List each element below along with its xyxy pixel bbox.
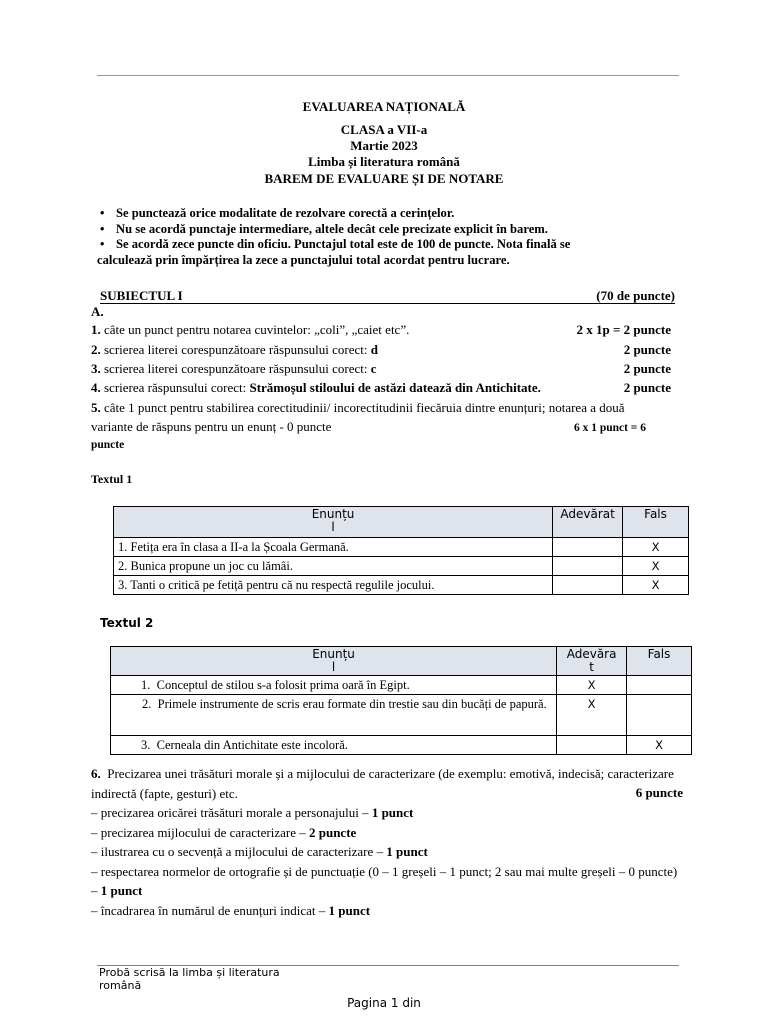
item-2 <box>91 342 681 358</box>
col-statement-header: Enunțu l <box>114 507 553 538</box>
statement-cell: 3. Tanti o critică pe fetiță pentru că nu respectă regulile jocului. <box>114 576 553 595</box>
rule-item: • Se punctează orice modalitate de rezolvare corectă a cerințelor. <box>97 206 687 222</box>
table-row <box>114 538 689 557</box>
statement-cell: 2. Bunica propune un joc cu lămâi. <box>114 557 553 576</box>
item-answer: c <box>370 361 377 376</box>
exam-date: Martie 2023 <box>350 138 418 153</box>
false-cell: X <box>623 557 689 576</box>
subject-title: SUBIECTUL I <box>100 288 183 303</box>
row-number: 3. <box>141 738 151 752</box>
subject-heading <box>100 288 675 304</box>
item-5-line1 <box>91 400 681 416</box>
class-label: CLASA a VII-a <box>340 122 428 137</box>
statement-cell: 2. Primele instrumente de scris erau formate din trestie sau din bucăți de papură. <box>111 695 557 736</box>
table-row <box>111 736 692 755</box>
col-statement-header: Enunțu l <box>111 647 557 676</box>
false-cell <box>627 676 692 695</box>
footer-subject: Probă scrisă la limba și literatura română <box>99 966 280 992</box>
criterion: – ilustrarea cu o secvență a mijlocului de caracterizare – 1 punct <box>91 844 428 859</box>
col-false-header: Fals <box>627 647 692 676</box>
item-6-intro <box>91 764 686 803</box>
rules-list <box>97 206 687 268</box>
item-number: 6. <box>91 766 101 781</box>
barem-title: BAREM DE EVALUARE ȘI DE NOTARE <box>264 171 504 186</box>
rule-item: • Nu se acordă punctaje intermediare, altele decât cele precizate explicit în barem. <box>97 222 687 238</box>
item-answer: Strămoșul stiloului de astăzi datează din Antichitate. <box>249 380 541 395</box>
false-cell: X <box>623 538 689 557</box>
col-false-header: Fals <box>623 507 689 538</box>
item-points: 2 x 1p = 2 puncte <box>576 322 671 337</box>
item-text: scrierea literei corespunzătoare răspunsului corect: <box>104 342 371 357</box>
item-text: variante de răspuns pentru un enunț - 0 puncte <box>91 419 332 434</box>
header-rule <box>97 75 679 76</box>
item-text: câte 1 punct pentru stabilirea corectitudinii/ incorectitudinii fiecăruia dintre enunțuri; notarea a două <box>104 400 625 415</box>
text2-label: Textul 2 <box>100 616 154 630</box>
criterion: – încadrarea în numărul de enunțuri indicat – 1 punct <box>91 902 371 918</box>
item-text: scrierea literei corespunzătoare răspunsului corect: <box>104 361 371 376</box>
item-points: 2 puncte <box>623 361 671 376</box>
criterion: – precizarea mijlocului de caracterizare – 2 puncte <box>91 824 357 840</box>
item-6 <box>91 764 686 920</box>
col-true-header: Adevăra t <box>557 647 627 676</box>
item-number: 1. <box>91 322 101 337</box>
true-cell: X <box>557 695 627 736</box>
statement-cell: 3. Cerneala din Antichitate este incoloră. <box>111 736 557 755</box>
true-cell <box>553 538 623 557</box>
exam-title: EVALUAREA NAȚIONALĂ <box>302 99 466 114</box>
false-cell: X <box>623 576 689 595</box>
subject-name: Limba și literatura română <box>308 154 460 169</box>
text2-table <box>110 646 692 755</box>
item-number: 2. <box>91 342 101 357</box>
table-row <box>114 576 689 595</box>
true-cell <box>557 736 627 755</box>
item-5-line2 <box>91 419 681 435</box>
item-number: 3. <box>91 361 101 376</box>
item-answer: d <box>370 342 378 357</box>
criterion: – precizarea oricărei trăsături morale a personajului – 1 punct <box>91 805 414 820</box>
false-cell: X <box>627 736 692 755</box>
row-number: 1. <box>141 678 151 692</box>
page-number: Pagina 1 din <box>347 996 421 1010</box>
item-3 <box>91 361 681 377</box>
item-1 <box>91 322 681 338</box>
item-5-points-cont: puncte <box>91 439 125 451</box>
item-number: 5. <box>91 400 101 415</box>
text1-table <box>113 506 689 595</box>
section-label: A. <box>91 304 104 319</box>
true-cell <box>553 576 623 595</box>
rule-item: • Se acordă zece puncte din oficiu. Punctajul total este de 100 de puncte. Nota finală se <box>97 237 687 253</box>
statement-cell: 1. Conceptul de stilou s-a folosit prima oară în Egipt. <box>111 676 557 695</box>
item-number: 4. <box>91 380 101 395</box>
criterion: – respectarea normelor de ortografie și de punctuație (0 – 1 greșeli – 1 punct; 2 sau mai multe greșeli – 0 puncte) – 1 punct <box>91 863 678 898</box>
item-points: 6 x 1 punct = 6 <box>573 422 646 434</box>
col-true-header: Adevărat <box>553 507 623 538</box>
item-text: câte un punct pentru notarea cuvintelor: „coli”, „caiet etc”. <box>104 322 410 337</box>
item-points: 2 puncte <box>623 342 671 357</box>
true-cell: X <box>557 676 627 695</box>
true-cell <box>553 557 623 576</box>
item-text: scrierea răspunsului corect: <box>104 380 250 395</box>
text1-label: Textul 1 <box>91 472 133 486</box>
table-row <box>111 695 692 736</box>
row-number: 2. <box>142 697 152 711</box>
subject-points: (70 de puncte) <box>596 288 675 303</box>
item-points: 2 puncte <box>623 380 671 395</box>
item-points: 6 puncte <box>635 785 683 800</box>
table-row <box>111 676 692 695</box>
table-row <box>114 557 689 576</box>
false-cell <box>627 695 692 736</box>
item-4 <box>91 380 681 396</box>
rule-item-continuation: calculează prin împărțirea la zece a punctajului total acordat pentru lucrare. <box>97 252 510 267</box>
item-text: Precizarea unei trăsături morale și a mijlocului de caracterizare (de exemplu: emotivă, indecisă; caracterizare indirectă (fapte, gesturi) etc. <box>91 766 674 801</box>
statement-cell: 1. Fetița era în clasa a II-a la Școala Germană. <box>114 538 553 557</box>
